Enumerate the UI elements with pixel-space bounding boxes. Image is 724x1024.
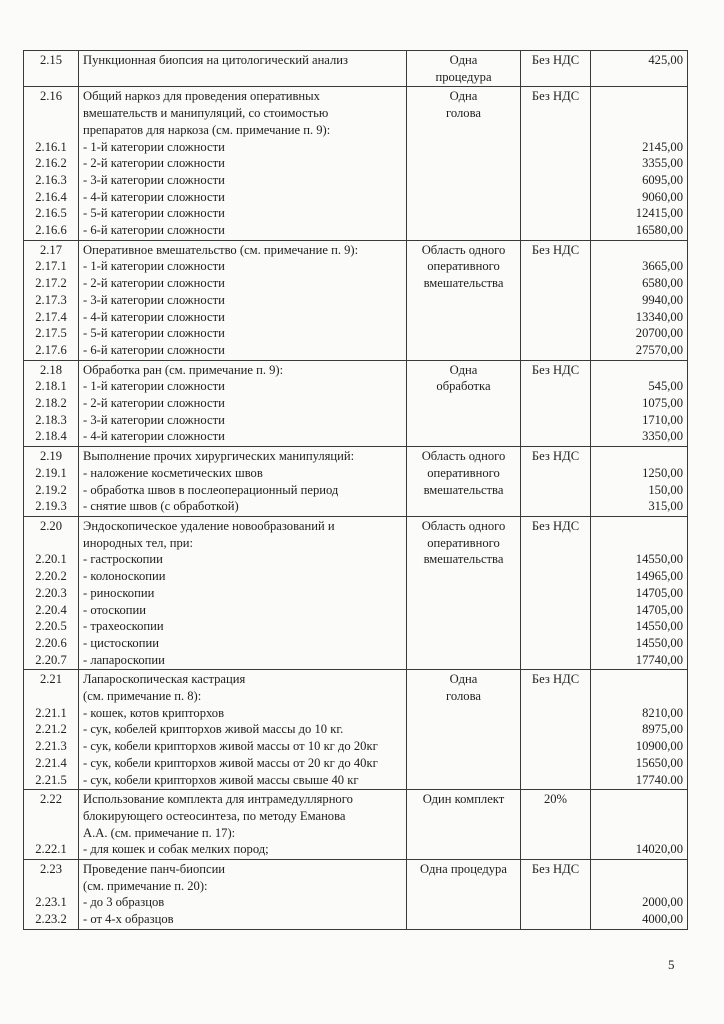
item-number-line: 2.22 bbox=[39, 792, 63, 807]
item-number-line: 2.16.1 bbox=[35, 139, 67, 154]
item-number-line: 2.20.7 bbox=[35, 652, 67, 667]
item-price-line bbox=[595, 448, 683, 465]
item-price-line: 9060,00 bbox=[642, 189, 683, 204]
item-description-line: Пункционная биопсия на цитологический анализ bbox=[83, 53, 349, 67]
item-price-line: 14965,00 bbox=[635, 569, 683, 584]
unit-of-measure-cell bbox=[407, 360, 521, 447]
item-description-line: - трахеоскопии bbox=[83, 619, 164, 634]
item-description-line: - 3-й категории сложности bbox=[83, 412, 225, 427]
unit-of-measure-cell bbox=[407, 51, 521, 87]
unit-of-measure-line: обработка bbox=[436, 379, 491, 394]
item-number-cell bbox=[24, 516, 79, 669]
item-price-cell bbox=[591, 447, 688, 517]
item-price-cell bbox=[591, 516, 688, 669]
unit-of-measure-line: оперативного bbox=[427, 259, 500, 274]
item-number-line bbox=[28, 825, 74, 842]
item-number-line: 2.17 bbox=[39, 242, 63, 257]
item-description-cell bbox=[79, 860, 407, 930]
item-price-line: 20700,00 bbox=[635, 326, 683, 341]
item-number-line: 2.19.1 bbox=[35, 465, 67, 480]
table-row bbox=[24, 790, 688, 860]
item-number-line: 2.20.4 bbox=[35, 602, 67, 617]
item-price-cell bbox=[591, 87, 688, 240]
unit-of-measure-line: вмешательства bbox=[423, 276, 504, 291]
unit-of-measure-line: Область одного bbox=[421, 518, 506, 533]
unit-of-measure-line: оперативного bbox=[427, 465, 500, 480]
price-table-body bbox=[24, 51, 688, 930]
item-price-line bbox=[595, 242, 683, 259]
item-price-line: 3665,00 bbox=[642, 259, 683, 274]
item-price-line: 17740,00 bbox=[635, 652, 683, 667]
item-number-line: 2.18.1 bbox=[35, 379, 67, 394]
item-description-line: Проведение панч-биопсии bbox=[83, 862, 226, 877]
item-number-line: 2.17.4 bbox=[35, 309, 67, 324]
item-description-line: - 4-й категории сложности bbox=[83, 189, 225, 204]
item-number-line bbox=[28, 122, 74, 139]
item-number-line: 2.21.3 bbox=[35, 739, 67, 754]
item-price-line: 425,00 bbox=[648, 53, 683, 67]
item-number-line bbox=[28, 878, 74, 895]
table-row bbox=[24, 240, 688, 360]
item-description-line: А.А. (см. примечание п. 17): bbox=[83, 825, 236, 840]
item-description-line: - отоскопии bbox=[83, 602, 147, 617]
item-description-line: препаратов для наркоза (см. примечание п. 9): bbox=[83, 122, 331, 137]
item-description-line: - 2-й категории сложности bbox=[83, 276, 225, 291]
item-description-line: - гастроскопии bbox=[83, 552, 163, 567]
vat-rate: 20% bbox=[543, 792, 568, 807]
item-price-line: 1250,00 bbox=[642, 465, 683, 480]
unit-of-measure-cell bbox=[407, 240, 521, 360]
item-price-line: 9940,00 bbox=[642, 292, 683, 307]
vat-rate-cell bbox=[521, 860, 591, 930]
item-number-cell bbox=[24, 360, 79, 447]
unit-of-measure-cell bbox=[407, 516, 521, 669]
item-price-line: 14550,00 bbox=[635, 619, 683, 634]
table-row bbox=[24, 51, 688, 87]
item-price-cell bbox=[591, 790, 688, 860]
item-description-line: Обработка ран (см. примечание п. 9): bbox=[83, 362, 284, 377]
item-price-line: 2145,00 bbox=[642, 139, 683, 154]
item-number-line: 2.18.3 bbox=[35, 412, 67, 427]
item-number-cell bbox=[24, 790, 79, 860]
item-price-line bbox=[595, 362, 683, 379]
item-price-line: 15650,00 bbox=[635, 755, 683, 770]
item-number-cell bbox=[24, 447, 79, 517]
vat-rate: Без НДС bbox=[531, 449, 580, 464]
vat-rate-cell bbox=[521, 447, 591, 517]
item-price-line: 13340,00 bbox=[635, 309, 683, 324]
item-description-line: Эндоскопическое удаление новообразований и bbox=[83, 518, 335, 533]
item-price-cell bbox=[591, 360, 688, 447]
item-description-line: - 5-й категории сложности bbox=[83, 206, 225, 221]
price-table bbox=[23, 50, 688, 930]
item-price-line: 4000,00 bbox=[642, 912, 683, 927]
item-number-line: 2.21.4 bbox=[35, 755, 67, 770]
item-number-line: 2.16 bbox=[39, 89, 63, 104]
table-row bbox=[24, 670, 688, 790]
item-price-line bbox=[595, 671, 683, 688]
item-description-line: Использование комплекта для интрамедуллярного bbox=[83, 792, 353, 807]
item-number-line: 2.19 bbox=[39, 449, 63, 464]
item-description-line: - 1-й категории сложности bbox=[83, 139, 225, 154]
item-price-line: 1075,00 bbox=[642, 396, 683, 411]
item-number-line: 2.20.5 bbox=[35, 619, 67, 634]
item-price-line: 6580,00 bbox=[642, 276, 683, 291]
item-description-cell bbox=[79, 516, 407, 669]
item-number-line: 2.21.2 bbox=[35, 722, 67, 737]
table-row bbox=[24, 860, 688, 930]
vat-rate-cell bbox=[521, 360, 591, 447]
item-price-line bbox=[595, 88, 683, 105]
unit-of-measure-line: голова bbox=[446, 106, 481, 121]
vat-rate: Без НДС bbox=[531, 362, 580, 377]
item-number-line: 2.16.3 bbox=[35, 172, 67, 187]
unit-of-measure-line: Одна bbox=[449, 53, 478, 67]
item-description-line: - 4-й категории сложности bbox=[83, 429, 225, 444]
item-price-line: 14020,00 bbox=[635, 842, 683, 857]
item-number-line bbox=[28, 535, 74, 552]
unit-of-measure-line: процедура bbox=[435, 69, 492, 84]
item-price-cell bbox=[591, 860, 688, 930]
item-price-line bbox=[595, 825, 683, 842]
unit-of-measure-line: Одна bbox=[449, 89, 478, 104]
item-number-line: 2.21.1 bbox=[35, 705, 67, 720]
item-number-line: 2.23.1 bbox=[35, 895, 67, 910]
item-number-line: 2.17.2 bbox=[35, 276, 67, 291]
unit-of-measure-line: Одна процедура bbox=[420, 862, 507, 877]
item-description-line: - лапароскопии bbox=[83, 652, 165, 667]
item-description-cell bbox=[79, 790, 407, 860]
item-description-line: - 3-й категории сложности bbox=[83, 172, 225, 187]
item-price-line: 14550,00 bbox=[635, 635, 683, 650]
item-price-line: 12415,00 bbox=[635, 206, 683, 221]
item-price-line: 315,00 bbox=[648, 499, 683, 514]
item-number-line: 2.23 bbox=[39, 862, 63, 877]
item-number-line: 2.21 bbox=[39, 672, 63, 687]
item-description-line: - 3-й категории сложности bbox=[83, 292, 225, 307]
item-description-line: - сук, кобелей крипторхов живой массы до 10 кг. bbox=[83, 722, 344, 737]
item-number-line: 2.17.5 bbox=[35, 326, 67, 341]
item-description-cell bbox=[79, 240, 407, 360]
item-number-line: 2.19.3 bbox=[35, 499, 67, 514]
vat-rate-cell bbox=[521, 670, 591, 790]
vat-rate: Без НДС bbox=[531, 53, 580, 67]
item-description-line: - наложение косметических швов bbox=[83, 465, 263, 480]
item-price-line bbox=[595, 122, 683, 139]
vat-rate: Без НДС bbox=[531, 862, 580, 877]
item-description-line: - 2-й категории сложности bbox=[83, 156, 225, 171]
item-description-cell bbox=[79, 360, 407, 447]
item-number-line: 2.17.6 bbox=[35, 342, 67, 357]
item-number-line: 2.17.3 bbox=[35, 292, 67, 307]
vat-rate-cell bbox=[521, 790, 591, 860]
item-number-cell bbox=[24, 670, 79, 790]
item-description-line: - для кошек и собак мелких пород; bbox=[83, 842, 269, 857]
item-description-line: - снятие швов (с обработкой) bbox=[83, 499, 239, 514]
item-price-line: 14705,00 bbox=[635, 602, 683, 617]
item-description-line: - 6-й категории сложности bbox=[83, 342, 225, 357]
unit-of-measure-line: Одна bbox=[449, 362, 478, 377]
item-number-line: 2.20.2 bbox=[35, 569, 67, 584]
item-price-line: 150,00 bbox=[648, 482, 683, 497]
item-number-line: 2.21.5 bbox=[35, 772, 67, 787]
item-price-line bbox=[595, 105, 683, 122]
unit-of-measure-line: вмешательства bbox=[423, 552, 504, 567]
unit-of-measure-cell bbox=[407, 670, 521, 790]
item-description-line: Оперативное вмешательство (см. примечание п. 9): bbox=[83, 242, 359, 257]
item-number-line: 2.20.3 bbox=[35, 585, 67, 600]
item-price-line: 2000,00 bbox=[642, 895, 683, 910]
item-description-line: - риноскопии bbox=[83, 585, 155, 600]
item-price-line: 17740.00 bbox=[635, 772, 683, 787]
item-description-cell bbox=[79, 670, 407, 790]
item-price-line: 3355,00 bbox=[642, 156, 683, 171]
unit-of-measure-line: оперативного bbox=[427, 535, 500, 550]
item-number-line: 2.17.1 bbox=[35, 259, 67, 274]
item-price-line: 6095,00 bbox=[642, 172, 683, 187]
vat-rate: Без НДС bbox=[531, 242, 580, 257]
item-price-line: 10900,00 bbox=[635, 739, 683, 754]
item-number-line: 2.20.6 bbox=[35, 635, 67, 650]
vat-rate-cell bbox=[521, 240, 591, 360]
item-price-line: 16580,00 bbox=[635, 223, 683, 238]
item-description-line: - до 3 образцов bbox=[83, 895, 165, 910]
table-row bbox=[24, 87, 688, 240]
item-price-line bbox=[595, 688, 683, 705]
item-description-cell bbox=[79, 87, 407, 240]
item-description-line: - колоноскопии bbox=[83, 569, 166, 584]
item-price-line: 8210,00 bbox=[642, 705, 683, 720]
item-price-line bbox=[595, 791, 683, 808]
vat-rate-cell bbox=[521, 516, 591, 669]
item-number-cell bbox=[24, 860, 79, 930]
item-description-line: - обработка швов в послеоперационный период bbox=[83, 482, 339, 497]
table-row bbox=[24, 516, 688, 669]
item-price-line bbox=[595, 878, 683, 895]
unit-of-measure-cell bbox=[407, 860, 521, 930]
item-price-line: 3350,00 bbox=[642, 429, 683, 444]
item-description-line: - сук, кобели крипторхов живой массы от 20 кг до 40кг bbox=[83, 755, 378, 770]
item-number-line: 2.23.2 bbox=[35, 912, 67, 927]
item-number-line: 2.22.1 bbox=[35, 842, 67, 857]
item-number-line bbox=[28, 808, 74, 825]
unit-of-measure-line: Один комплект bbox=[422, 792, 505, 807]
table-row bbox=[24, 360, 688, 447]
item-number-line bbox=[28, 688, 74, 705]
table-row bbox=[24, 447, 688, 517]
item-price-line: 14705,00 bbox=[635, 585, 683, 600]
item-price-line bbox=[595, 808, 683, 825]
item-description-line: - 1-й категории сложности bbox=[83, 379, 225, 394]
item-price-line: 545,00 bbox=[648, 379, 683, 394]
item-price-cell bbox=[591, 51, 688, 87]
item-number-line: 2.16.2 bbox=[35, 156, 67, 171]
item-description-line: инородных тел, при: bbox=[83, 535, 194, 550]
item-description-line: - 2-й категории сложности bbox=[83, 396, 225, 411]
item-number-cell bbox=[24, 87, 79, 240]
item-number-line bbox=[28, 105, 74, 122]
unit-of-measure-line: вмешательства bbox=[423, 482, 504, 497]
unit-of-measure-line: Область одного bbox=[421, 242, 506, 257]
unit-of-measure-cell bbox=[407, 790, 521, 860]
item-description-line: вмешательств и манипуляций, со стоимостью bbox=[83, 106, 329, 121]
item-description-line: блокирующего остеосинтеза, по методу Еманова bbox=[83, 808, 346, 823]
item-description-line: - цистоскопии bbox=[83, 635, 159, 650]
item-number-line: 2.19.2 bbox=[35, 482, 67, 497]
item-number-line: 2.18.2 bbox=[35, 396, 67, 411]
item-number-line: 2.20 bbox=[39, 518, 63, 533]
item-description-line: - сук, кобели крипторхов живой массы свыше 40 кг bbox=[83, 772, 359, 787]
item-description-line: - 1-й категории сложности bbox=[83, 259, 225, 274]
item-description-line: - сук, кобели крипторхов живой массы от 10 кг до 20кг bbox=[83, 739, 378, 754]
item-price-line: 27570,00 bbox=[635, 342, 683, 357]
vat-rate-cell bbox=[521, 51, 591, 87]
item-number-cell bbox=[24, 240, 79, 360]
vat-rate-cell bbox=[521, 87, 591, 240]
item-number-line: 2.16.6 bbox=[35, 223, 67, 238]
item-description-cell bbox=[79, 51, 407, 87]
unit-of-measure-cell bbox=[407, 447, 521, 517]
item-number-line: 2.16.5 bbox=[35, 206, 67, 221]
page-number: 5 bbox=[668, 957, 675, 972]
unit-of-measure-cell bbox=[407, 87, 521, 240]
item-description-line: - от 4-х образцов bbox=[83, 912, 174, 927]
item-price-line: 14550,00 bbox=[635, 552, 683, 567]
item-description-line: Лапароскопическая кастрация bbox=[83, 672, 246, 687]
item-description-line: - 4-й категории сложности bbox=[83, 309, 225, 324]
item-price-cell bbox=[591, 240, 688, 360]
item-price-line bbox=[595, 518, 683, 535]
vat-rate: Без НДС bbox=[531, 89, 580, 104]
item-number-line: 2.20.1 bbox=[35, 552, 67, 567]
item-number-line: 2.16.4 bbox=[35, 189, 67, 204]
item-description-line: (см. примечание п. 8): bbox=[83, 689, 202, 704]
item-price-cell bbox=[591, 670, 688, 790]
item-number-line: 2.15 bbox=[39, 53, 63, 67]
unit-of-measure-line: Область одного bbox=[421, 449, 506, 464]
item-description-line: Выполнение прочих хирургических манипуляций: bbox=[83, 449, 355, 464]
item-description-line: - 5-й категории сложности bbox=[83, 326, 225, 341]
item-price-line: 1710,00 bbox=[642, 412, 683, 427]
item-number-line: 2.18 bbox=[39, 362, 63, 377]
vat-rate: Без НДС bbox=[531, 518, 580, 533]
item-description-line: Общий наркоз для проведения оперативных bbox=[83, 89, 320, 104]
item-description-line: - 6-й категории сложности bbox=[83, 223, 225, 238]
item-description-line: (см. примечание п. 20): bbox=[83, 878, 208, 893]
unit-of-measure-line: голова bbox=[446, 689, 481, 704]
item-number-cell bbox=[24, 51, 79, 87]
vat-rate: Без НДС bbox=[531, 672, 580, 687]
unit-of-measure-line: Одна bbox=[449, 672, 478, 687]
item-number-line: 2.18.4 bbox=[35, 429, 67, 444]
item-description-line: - кошек, котов крипторхов bbox=[83, 705, 225, 720]
item-price-line bbox=[595, 861, 683, 878]
item-description-cell bbox=[79, 447, 407, 517]
item-price-line: 8975,00 bbox=[642, 722, 683, 737]
item-price-line bbox=[595, 535, 683, 552]
